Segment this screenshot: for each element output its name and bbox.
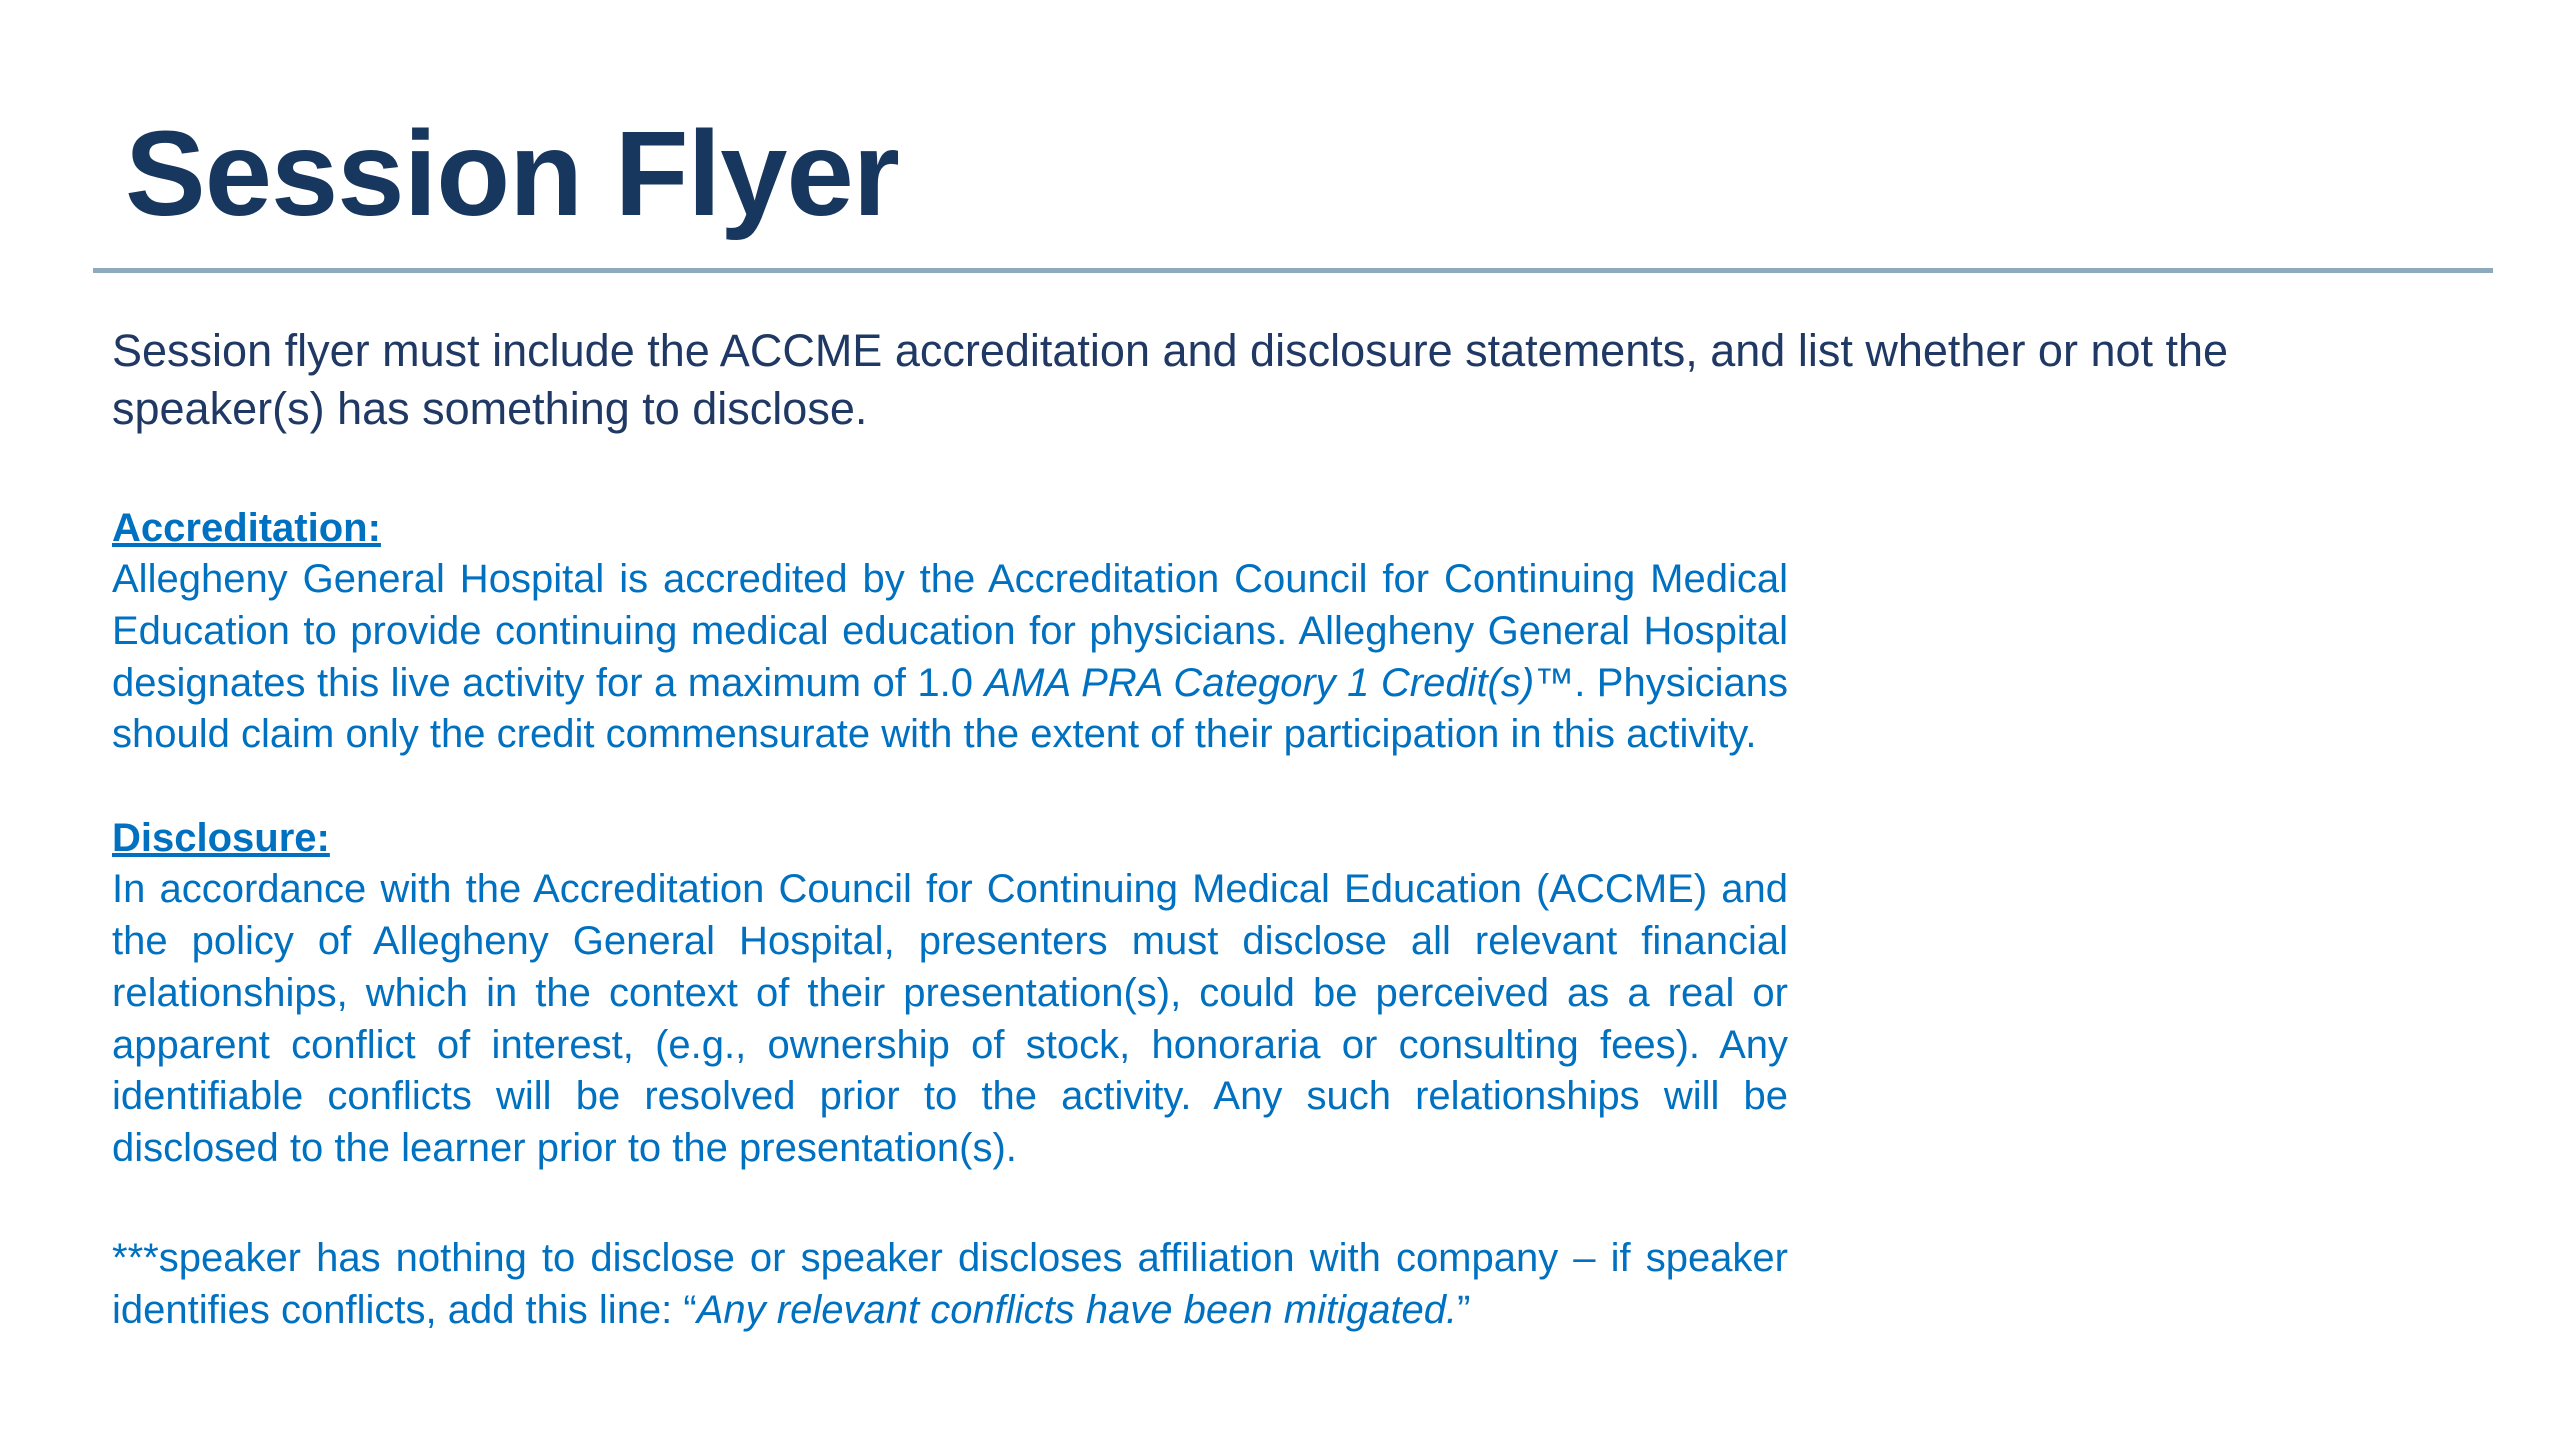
statements-block (112, 502, 1788, 1337)
title-divider (93, 268, 2493, 273)
spacer (112, 1175, 1788, 1233)
accreditation-heading: Accreditation: (112, 506, 381, 550)
speaker-note-text: ***speaker has nothing to disclose or speaker discloses affiliation with company – if speaker identifies conflicts, add this line: “ (112, 1235, 1788, 1332)
disclosure-statement: In accordance with the Accreditation Council for Continuing Medical Education (ACCME) and the policy of Allegheny General Hospital, presenters must disclose all relevant financial relationships, which in the context of their presentation(s), could be perceived as a real or apparent conflict of interest, (e.g., ownership of stock, honoraria or consulting fees). Any identifiable conflicts will be resolved prior to the activity. Any such relationships will be disclosed to the learner prior to the presentation(s). (112, 867, 1788, 1171)
accreditation-text-start: Allegheny General Hospital is accredited by the Accreditation Council for Continuing Medical Education to provide continuing medical education for physicians. Allegheny General Hospital designates this live activity for a maximum of 1.0 (112, 557, 1788, 705)
credit-designation: AMA PRA Category 1 Credit(s)™ (984, 660, 1575, 705)
disclosure-heading: Disclosure: (112, 816, 330, 861)
closing-quote: ” (1457, 1287, 1471, 1332)
intro-text: Session flyer must include the ACCME accreditation and disclosure statements, and list whether or not the speaker(s) has something to disclose. (112, 325, 2229, 434)
accreditation-statement (112, 554, 1788, 761)
speaker-note (112, 1233, 1788, 1337)
accreditation-text-end: . Physicians should claim only the credit commensurate with the extent of their participation in this activity. (112, 660, 1788, 757)
mitigation-line: Any relevant conflicts have been mitigated. (696, 1287, 1458, 1332)
page-title: Session Flyer (125, 105, 899, 241)
spacer (112, 761, 1788, 812)
